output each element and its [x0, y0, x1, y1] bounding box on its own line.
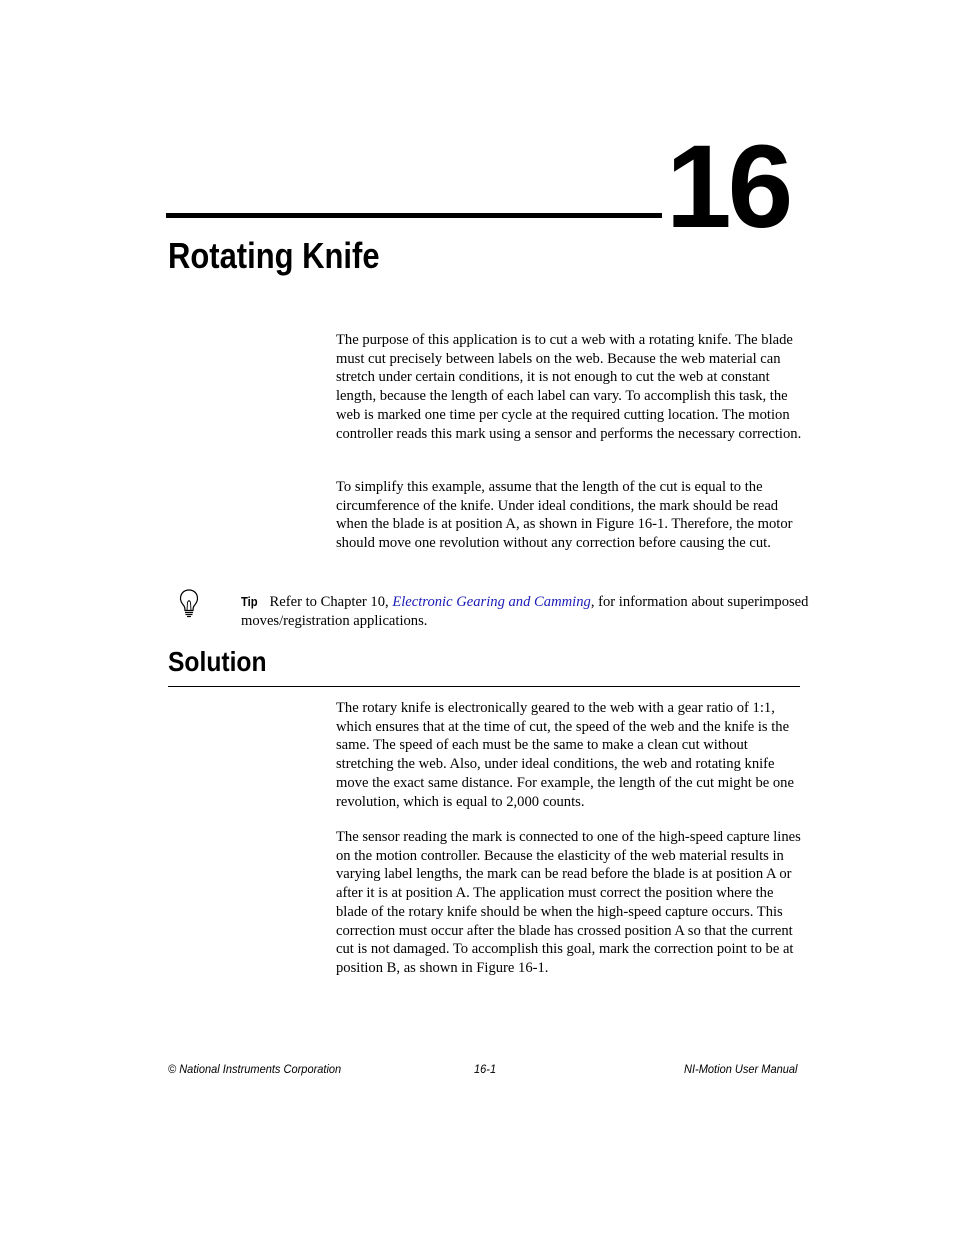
footer-page-number: 16-1	[474, 1062, 497, 1076]
intro-paragraph-1: The purpose of this application is to cut a web with a rotating knife. The blade must cut precisely between labels on the web. Because the web material can stretch under certain conditions, it is not enough to cut the web at constant length, because the length of each label can vary. To accomplish this task, the web is marked one time per cycle at the required cutting location. The motion controller reads this mark using a sensor and performs the necessary correction.	[336, 332, 802, 442]
tip-text-before: Refer to Chapter 10,	[269, 594, 393, 610]
intro-paragraph-2: To simplify this example, assume that the length of the cut is equal to the circumference of the knife. Under ideal conditions, the mark should be read when the blade is at position A, as shown in Figure 16-1. Therefore, the motor should move one revolution without any correction before causing the cut.	[336, 479, 793, 552]
chapter-10-link[interactable]: Electronic Gearing and Camming	[392, 594, 591, 610]
chapter-rule	[166, 213, 662, 218]
footer-manual-title: NI-Motion User Manual	[684, 1062, 798, 1076]
tip-label: Tip	[241, 595, 258, 609]
section-rule	[168, 686, 800, 687]
solution-section	[336, 699, 806, 811]
section-heading-solution: Solution	[168, 646, 267, 677]
intro-section	[336, 331, 806, 443]
tip-note	[241, 593, 811, 630]
solution-paragraph-2: The sensor reading the mark is connected to one of the high-speed capture lines on the motion controller. Because the elasticity of the web material results in varying label lengths, the mark can be read before the blade is at position A or after it is at position A. The application must correct the position where the blade of the rotary knife should be when the high-speed capture occurs. This correction must occur after the blade has crossed position A so that the current cut is not damaged. To accomplish this goal, mark the correction point to be at position B, as shown in Figure 16-1.	[336, 829, 801, 976]
solution-section-2	[336, 828, 806, 978]
chapter-title: Rotating Knife	[168, 235, 380, 276]
solution-paragraph-1: The rotary knife is electronically geared to the web with a gear ratio of 1:1, which ensures that at the time of cut, the speed of the web and the knife is the same. The speed of each must be the same to make a clean cut without stretching the web. Also, under ideal conditions, the web and rotating knife move the exact same distance. For example, the length of the cut might be one revolution, which is equal to 2,000 counts.	[336, 700, 794, 810]
lightbulb-icon	[178, 588, 200, 618]
tip-text-after: , for information about superimposed moves/registration applications.	[241, 594, 809, 629]
footer-copyright: © National Instruments Corporation	[168, 1062, 342, 1076]
chapter-number: 16	[666, 121, 790, 253]
intro-section-2	[336, 478, 806, 553]
